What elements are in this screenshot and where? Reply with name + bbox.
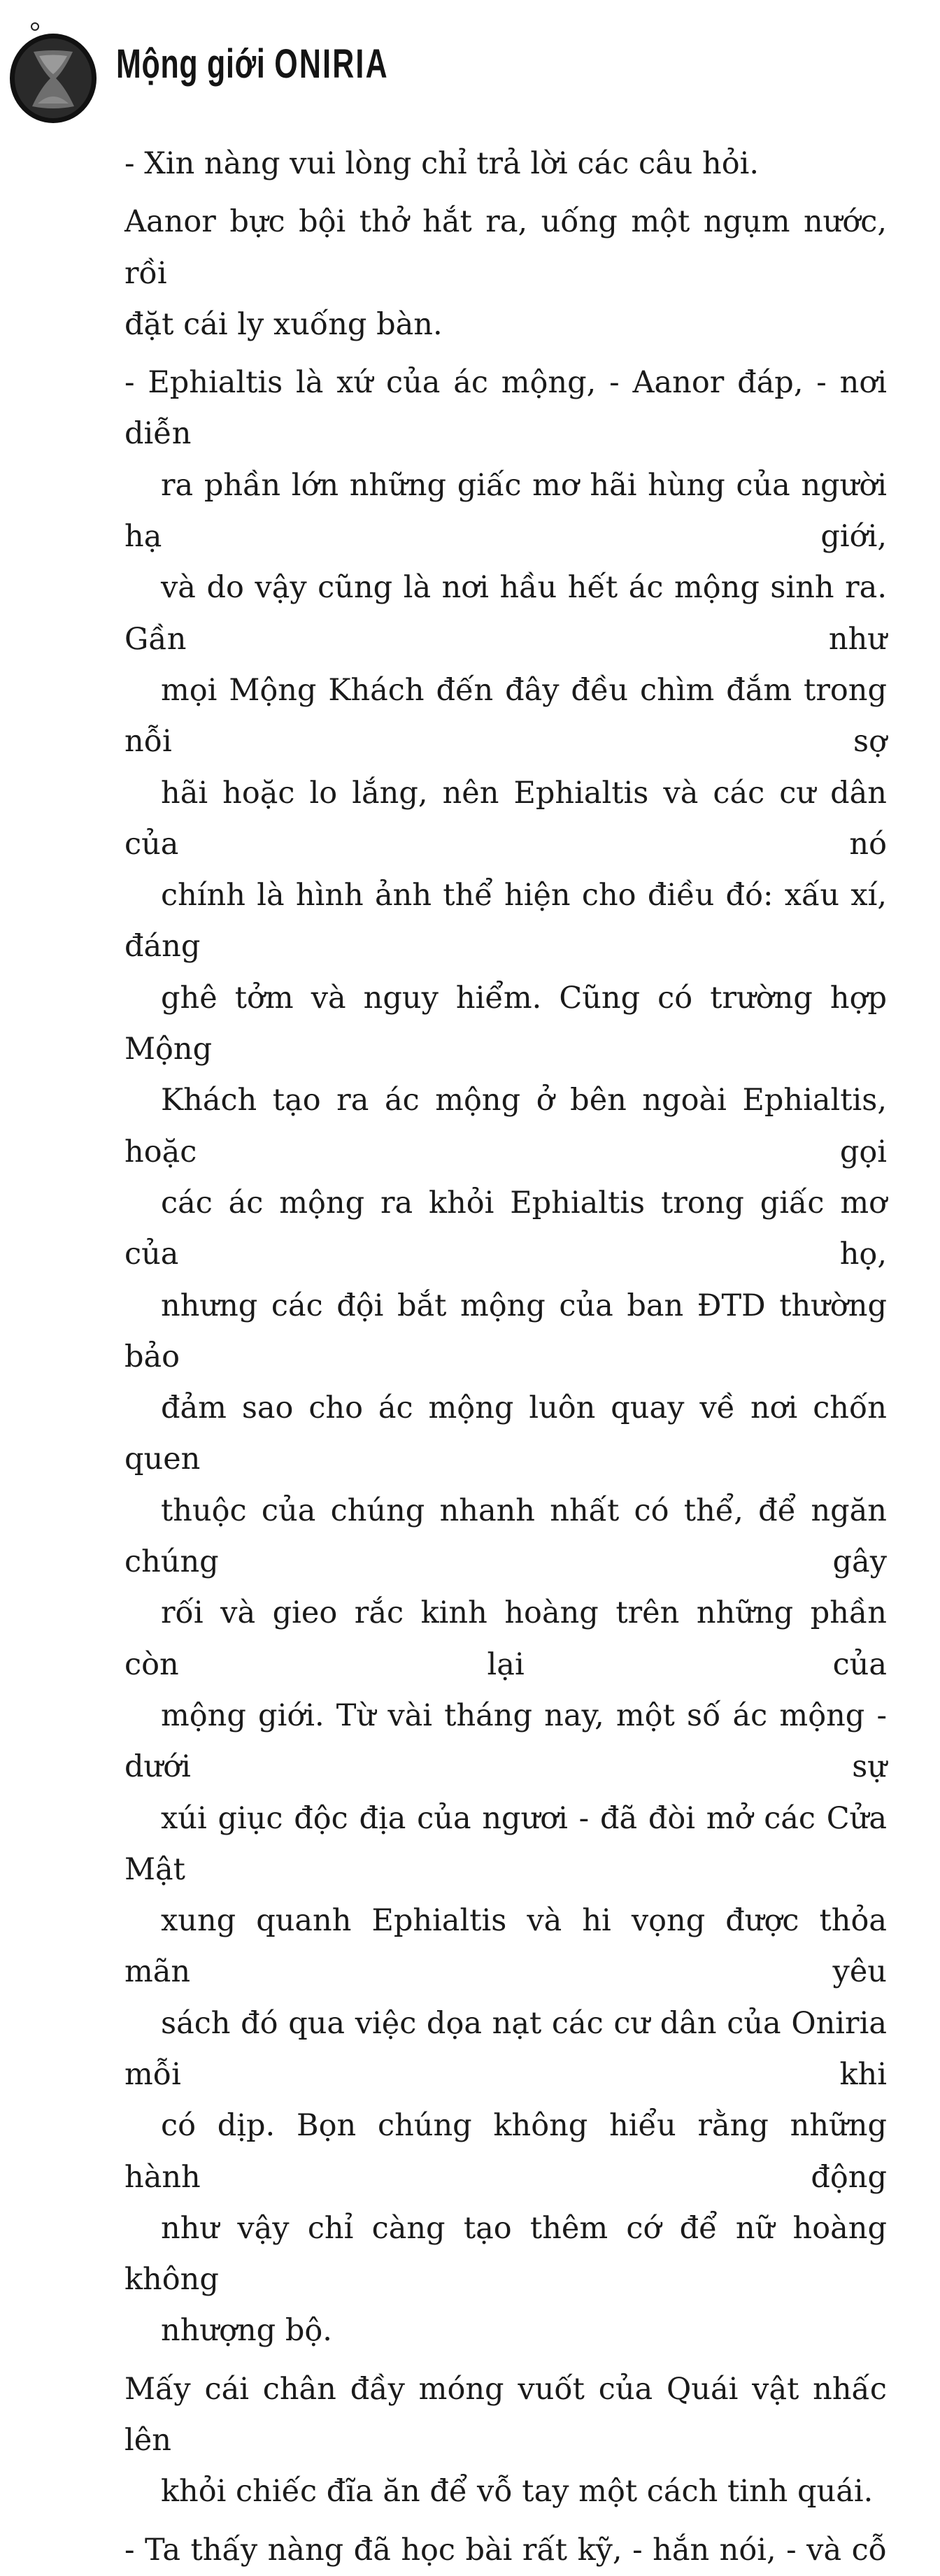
body-text — [124, 138, 887, 2576]
text-line: - Ephialtis là xứ của ác mộng, - Aanor đáp, - nơi diễn — [124, 365, 887, 452]
text-line: và do vậy cũng là nơi hầu hết ác mộng sinh ra. Gần như — [124, 570, 887, 657]
text-line: các ác mộng ra khỏi Ephialtis trong giấc mơ của họ, — [124, 1185, 887, 1272]
text-line: - Ta thấy nàng đã học bài rất kỹ, - hắn nói, - và cỗ — [124, 2532, 887, 2568]
page-header — [0, 0, 940, 140]
text-line: xúi giục độc địa của ngươi - đã đòi mở các Cửa Mật — [124, 1800, 887, 1887]
text-line: Khách tạo ra ác mộng ở bên ngoài Ephialtis, hoặc gọi — [124, 1083, 887, 1169]
text-line: ra phần lớn những giấc mơ hãi hùng của người hạ giới, — [124, 467, 887, 555]
text-line: khỏi chiếc đĩa ăn để vỗ tay một cách tinh quái. — [161, 2474, 874, 2510]
book-title-text: Mộng giới — [116, 41, 266, 87]
text-line: như vậy chỉ càng tạo thêm cớ để nữ hoàng không — [124, 2210, 887, 2298]
text-line: ghê tởm và nguy hiểm. Cũng có trường hợp Mộng — [124, 980, 887, 1067]
text-line: chính là hình ảnh thể hiện cho điều đó: xấu xí, đáng — [124, 878, 887, 965]
text-line: Mấy cái chân đầy móng vuốt của Quái vật nhấc lên — [124, 2371, 887, 2458]
book-title-emphasis: ONIRIA — [274, 41, 389, 87]
text-line: xung quanh Ephialtis và hi vọng được thỏa mãn yêu — [124, 1903, 887, 1990]
text-line: mộng giới. Từ vài tháng nay, một số ác mộng - dưới sự — [124, 1698, 887, 1785]
text-line: sách đó qua việc dọa nạt các cư dân của Oniria mỗi khi — [124, 2005, 887, 2092]
text-line: rối và gieo rắc kinh hoàng trên những phần còn lại của — [124, 1595, 887, 1682]
text-line: - Xin nàng vui lòng chỉ trả lời các câu hỏi. — [124, 146, 760, 181]
text-line: nhưng các đội bắt mộng của ban ĐTD thường bảo — [124, 1288, 887, 1374]
text-line: Aanor bực bội thở hắt ra, uống một ngụm nước, rồi — [124, 204, 887, 291]
hourglass-emblem-icon — [6, 21, 101, 126]
text-line: hãi hoặc lo lắng, nên Ephialtis và các cư dân của nó — [124, 775, 887, 862]
book-title — [116, 41, 389, 87]
text-line: thuộc của chúng nhanh nhất có thể, để ngăn chúng gây — [124, 1493, 887, 1580]
text-line: đảm sao cho ác mộng luôn quay về nơi chốn quen — [124, 1390, 887, 1477]
text-line: có dịp. Bọn chúng không hiểu rằng những hành động — [124, 2108, 887, 2195]
text-line: mọi Mộng Khách đến đây đều chìm đắm trong nỗi sợ — [124, 672, 887, 760]
text-line: đặt cái ly xuống bàn. — [124, 306, 443, 342]
text-line: nhượng bộ. — [161, 2313, 332, 2349]
